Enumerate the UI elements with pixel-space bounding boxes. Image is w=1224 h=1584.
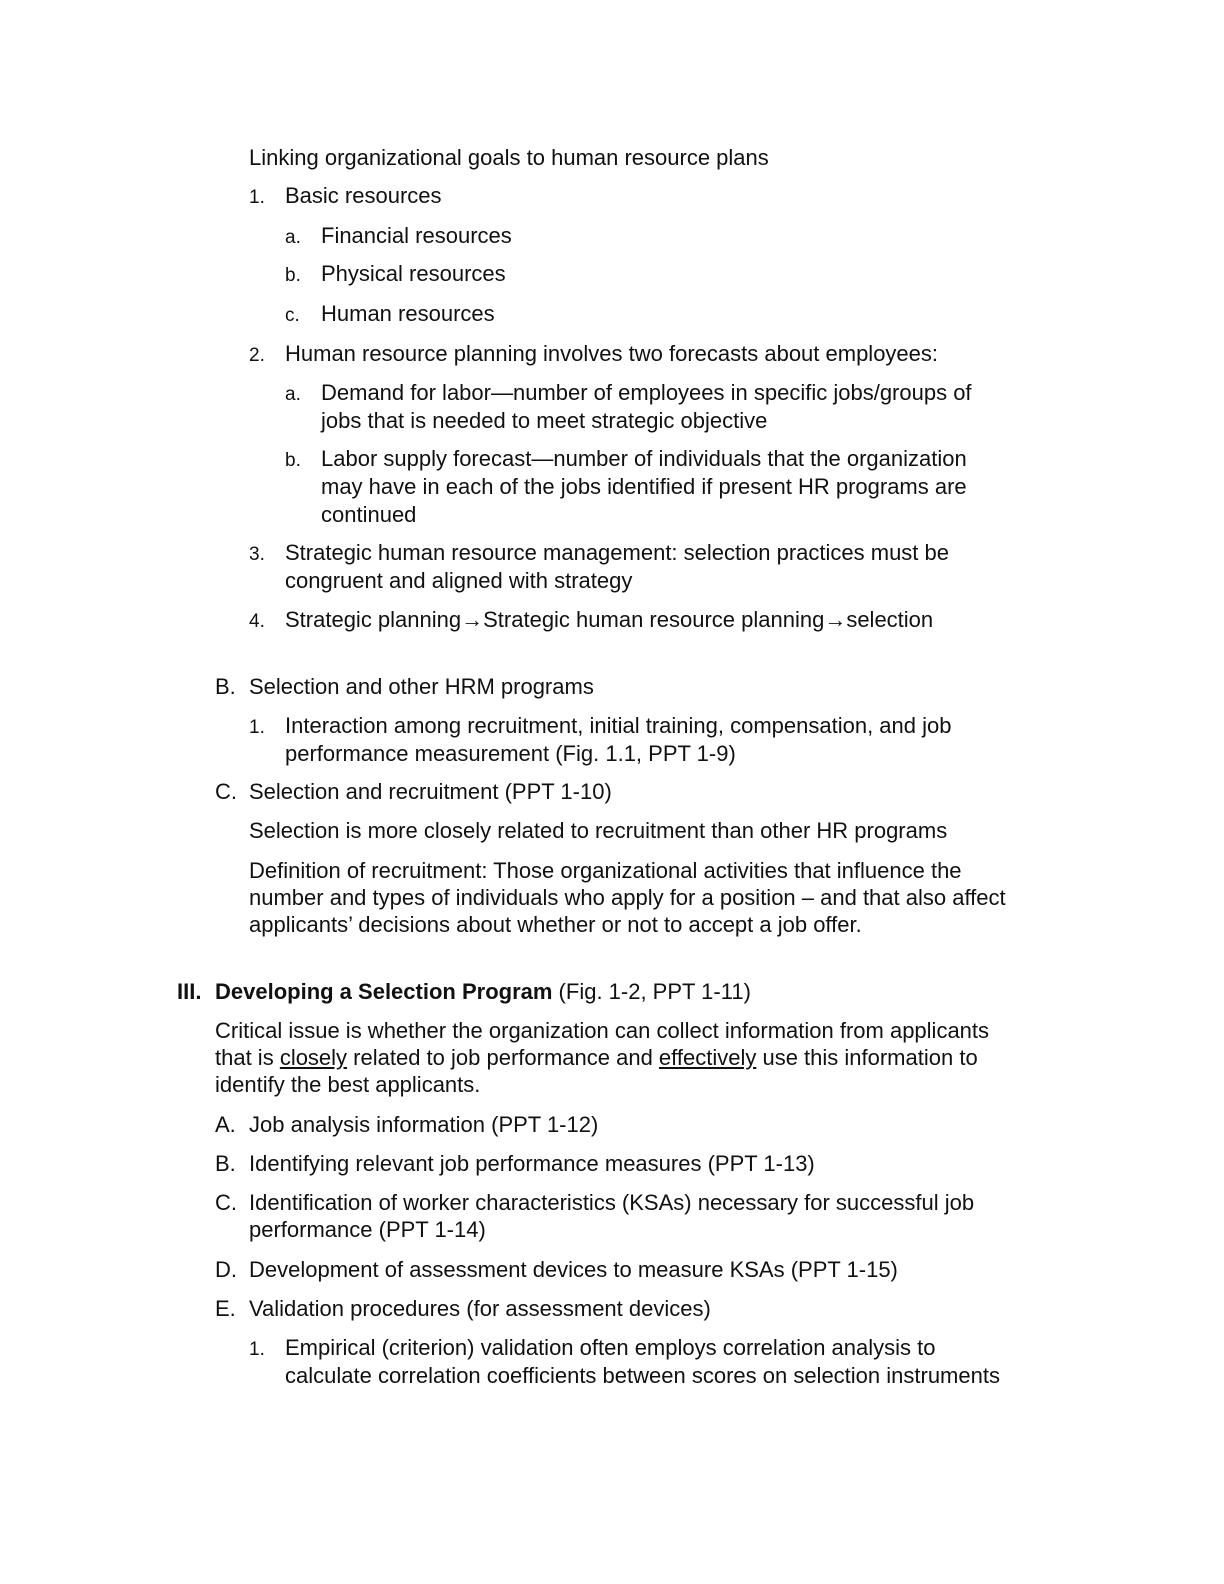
list-item-continued: jobs that is needed to meet strategic objective [321,408,768,433]
list-item: Labor supply forecast—number of individuals that the organization [321,446,967,471]
list-marker: B. [215,1151,236,1176]
list-marker: 1. [249,1339,265,1360]
list-marker: 3. [249,544,265,565]
paragraph-continued: number and types of individuals who apply for a position – and that also affect [249,885,1006,910]
section-title-suffix: (Fig. 1-2, PPT 1-11) [552,979,751,1004]
list-item: Financial resources [321,223,512,248]
text-run: use this information to [756,1045,978,1070]
list-marker: A. [215,1112,236,1137]
list-marker: 4. [249,611,265,632]
intro-text: Linking organizational goals to human resource plans [249,145,769,170]
section-title [215,978,751,1006]
list-marker: b. [285,450,301,471]
section-title-bold: Developing a Selection Program [215,979,553,1004]
list-marker: 1. [249,717,265,738]
list-item-continued: performance measurement (Fig. 1.1, PPT 1-9) [285,741,736,766]
section-marker: C. [215,779,237,804]
paragraph-continued [215,1044,978,1072]
list-item-continued: performance (PPT 1-14) [249,1217,486,1242]
paragraph: Critical issue is whether the organization can collect information from applicants [215,1018,990,1043]
paragraph-continued: applicants’ decisions about whether or not to accept a job offer. [249,912,862,937]
list-item-continued: calculate correlation coefficients between scores on selection instruments [285,1363,1000,1388]
paragraph-continued: identify the best applicants. [215,1072,481,1097]
list-marker: D. [215,1257,237,1282]
list-item: Development of assessment devices to measure KSAs (PPT 1-15) [249,1257,898,1282]
list-item: Job analysis information (PPT 1-12) [249,1112,599,1137]
text-run: that is [215,1045,280,1070]
paragraph: Selection is more closely related to recruitment than other HR programs [249,818,948,843]
list-item-continued: congruent and aligned with strategy [285,568,633,593]
list-item-continued: may have in each of the jobs identified if present HR programs are [321,474,967,499]
list-marker: E. [215,1296,236,1321]
list-marker: 1. [249,187,265,208]
list-item: Validation procedures (for assessment devices) [249,1296,711,1321]
underlined-text: closely [279,1045,348,1070]
section-marker: B. [215,674,236,699]
list-item: Physical resources [321,261,506,286]
list-item: Identifying relevant job performance measures (PPT 1-13) [249,1151,815,1176]
section-heading: Selection and other HRM programs [249,674,594,699]
list-marker: 2. [249,345,265,366]
list-item: Interaction among recruitment, initial training, compensation, and job [285,713,952,738]
list-item: Identification of worker characteristics (KSAs) necessary for successful job [249,1190,975,1215]
section-heading: Selection and recruitment (PPT 1-10) [249,779,612,804]
list-marker: b. [285,265,301,286]
list-item: Demand for labor—number of employees in specific jobs/groups of [321,380,972,405]
list-marker: a. [285,384,301,405]
list-item: Human resources [321,301,495,326]
list-item: Basic resources [285,183,442,208]
underlined-text: effectively [658,1045,757,1070]
section-number: III. [177,979,202,1004]
text-run: related to job performance and [347,1045,659,1070]
list-item: Strategic planning→Strategic human resource planning→selection [285,607,934,632]
list-item: Empirical (criterion) validation often employs correlation analysis to [285,1335,936,1360]
list-item: Human resource planning involves two forecasts about employees: [285,341,939,366]
list-item-continued: continued [321,502,417,527]
list-marker: C. [215,1190,237,1215]
list-marker: c. [285,305,300,326]
list-marker: a. [285,227,301,248]
list-item: Strategic human resource management: selection practices must be [285,540,949,565]
paragraph: Definition of recruitment: Those organizational activities that influence the [249,858,962,883]
